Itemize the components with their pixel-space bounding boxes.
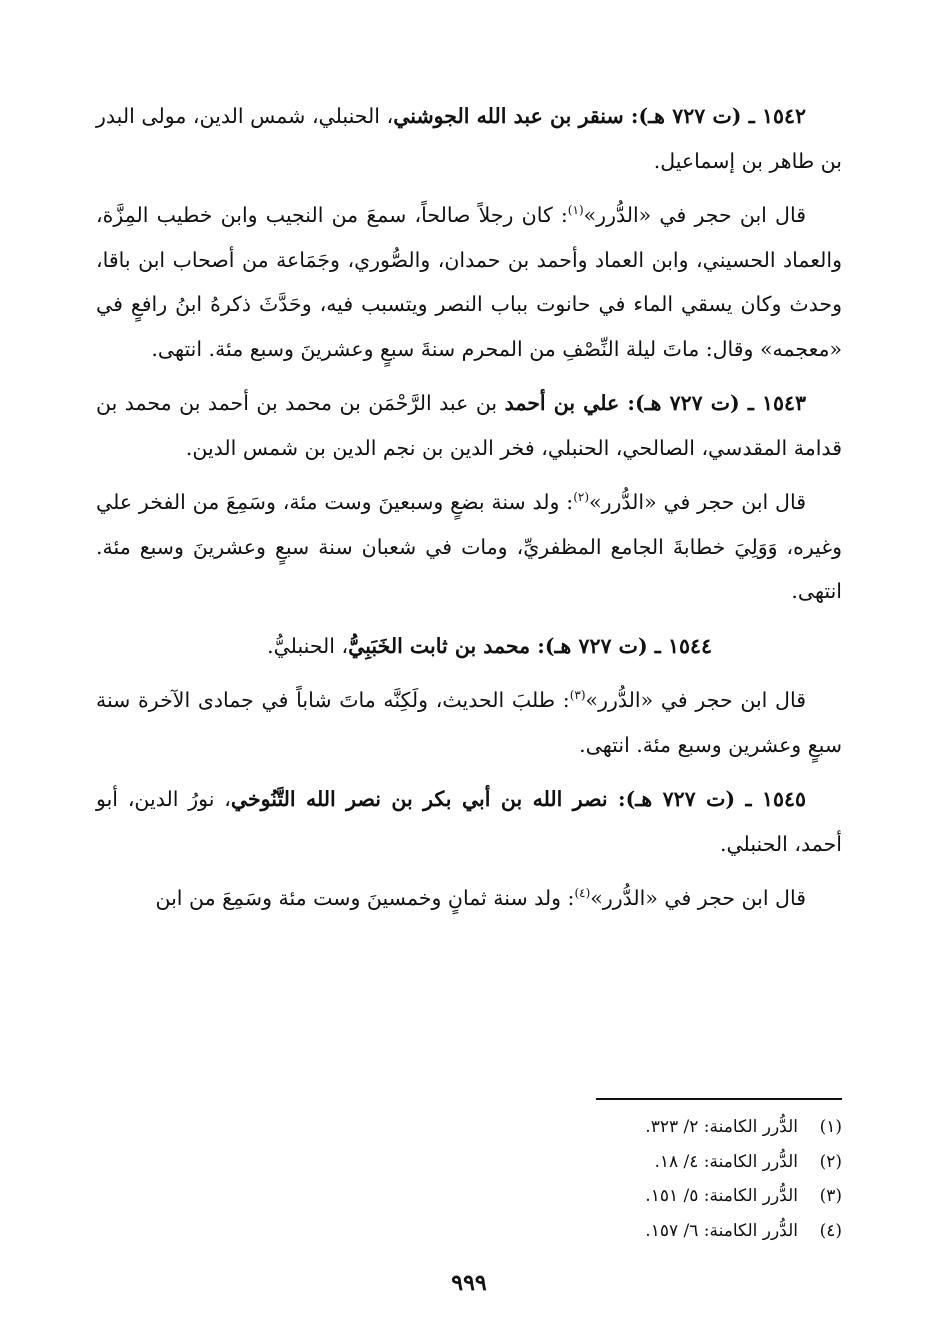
death-date: (ت ٧٢٧ هـ)	[634, 391, 740, 415]
entry-description: ، نورُ الدين، أبو أحمد، الحنبلي.	[96, 787, 842, 856]
biography-entry	[96, 624, 842, 768]
footnote-item	[96, 1110, 842, 1145]
entry-quote	[96, 876, 842, 921]
entry-heading: ١٥٤٢ ـ (ت ٧٢٧ هـ): سنقر بن عبد الله الجوشني، الحنبلي، شمس الدين، مولى البدر بن طاهر بن إسماعيل.	[96, 104, 842, 173]
entry-quote	[96, 193, 842, 371]
quote-body: : كان رجلاً صالحاً، سمعَ من النجيب وابن خطيب المِزَّة، والعماد الحسيني، وابن العماد وأحمد بن حمدان، والصُّوري، وجَمَاعة من أصحاب ابن باقا، وحدث وكان يسقي الماء في حانوت بباب النصر ويتسبب فيه، وحَدَّثَ ذكرهُ ابنُ رافعٍ في «معجمه» وقال: ماتَ ليلة النِّصْفِ من المحرم سنةَ سبعٍ وعشرينَ وسبع مئة. انتهى.	[96, 203, 842, 361]
entry-quote	[96, 480, 842, 614]
footnote-item	[96, 1214, 842, 1249]
quote-body: : ولد سنة بضعٍ وسبعينَ وست مئة، وسَمِعَ من الفخر علي وغيره، وَوَلِيَ خطابةَ الجامع المظفريِّ، ومات في شعبان سنة سبعٍ وعشرينَ وسبع مئة. انتهى.	[96, 490, 842, 603]
quote-intro: قال ابن حجر في «الدُّرر»	[589, 490, 806, 514]
death-date: (ت ٧٢٧ هـ)	[638, 104, 742, 128]
biography-entry	[96, 777, 842, 921]
footnote-reference: (٢)	[573, 490, 590, 505]
footnote-reference: (٤)	[574, 886, 591, 901]
footnote-number: (١)	[819, 1117, 842, 1137]
footnote-text: الدُّرر الكامنة: ٥/ ١٥١.	[645, 1186, 798, 1206]
entry-heading: ١٥٤٣ ـ (ت ٧٢٧ هـ): علي بن أحمد بن عبد الرَّحْمَن بن محمد بن أحمد بن محمد بن قدامة المقدسي، الصالحي، الحنبلي، فخر الدين بن نجم الدين بن شمس الدين.	[96, 391, 842, 460]
person-name: محمد بن ثابت الخَبَبِيُّ	[348, 633, 531, 658]
entry-heading: ١٥٤٥ ـ (ت ٧٢٧ هـ): نصر الله بن أبي بكر بن نصر الله التَّنُوخي، نورُ الدين، أبو أحمد، الحنبلي.	[96, 787, 842, 856]
entry-heading: ١٥٤٤ ـ (ت ٧٢٧ هـ): محمد بن ثابت الخَبَبِيُّ، الحنبليُّ.	[267, 633, 712, 658]
quote-body: : طلبَ الحديث، ولَكِنَّه ماتَ شاباً في جمادى الآخرة سنة سبعٍ وعشرين وسبع مئة. انتهى.	[96, 688, 842, 757]
footnotes	[96, 1110, 842, 1248]
footnote-reference: (١)	[567, 203, 584, 218]
footnote-reference: (٣)	[569, 688, 586, 703]
footnote-item	[96, 1145, 842, 1180]
footnote-number: (٢)	[819, 1151, 842, 1172]
entry-number: ١٥٤٥	[761, 787, 807, 811]
entry-number: ١٥٤٢	[761, 104, 806, 128]
footnote-text: الدُّرر الكامنة: ٤/ ١٨.	[654, 1151, 798, 1172]
footnote-number: (٣)	[819, 1186, 842, 1206]
person-name: سنقر بن عبد الله الجوشني	[393, 104, 624, 128]
person-name: نصر الله بن أبي بكر بن نصر الله التَّنُوخي	[230, 787, 608, 811]
quote-body: : ولد سنة ثمانٍ وخمسينَ وست مئة وسَمِعَ من ابن	[155, 886, 575, 910]
book-page	[96, 0, 842, 1337]
footnote-text: الدُّرر الكامنة: ٢/ ٣٢٣.	[645, 1117, 798, 1137]
page-number: ٩٩٩	[451, 1270, 487, 1296]
entry-description: بن عبد الرَّحْمَن بن محمد بن أحمد بن محمد بن قدامة المقدسي، الصالحي، الحنبلي، فخر الدين بن نجم الدين بن شمس الدين.	[96, 391, 842, 460]
quote-intro: قال ابن حجر في «الدُّرر»	[583, 203, 806, 227]
entry-quote	[96, 678, 842, 767]
entry-number: ١٥٤٤	[667, 633, 712, 658]
entry-description: ، الحنبليُّ.	[267, 633, 349, 658]
biography-entry	[96, 381, 842, 614]
death-date: (ت ٧٢٧ هـ)	[625, 787, 736, 811]
quote-intro: قال ابن حجر في «الدُّرر»	[585, 688, 807, 712]
person-name: علي بن أحمد	[504, 391, 620, 415]
footnote-number: (٤)	[819, 1220, 842, 1241]
footnote-item	[96, 1179, 842, 1214]
biography-entry	[96, 94, 842, 371]
entry-number: ١٥٤٣	[761, 391, 806, 415]
footnote-divider	[596, 1098, 842, 1100]
entry-description: ، الحنبلي، شمس الدين، مولى البدر بن طاهر بن إسماعيل.	[96, 104, 842, 173]
quote-intro: قال ابن حجر في «الدُّرر»	[590, 886, 806, 910]
death-date: (ت ٧٢٧ هـ)	[544, 633, 648, 658]
footnote-text: الدُّرر الكامنة: ٦/ ١٥٧.	[645, 1220, 798, 1241]
main-text	[96, 94, 842, 931]
